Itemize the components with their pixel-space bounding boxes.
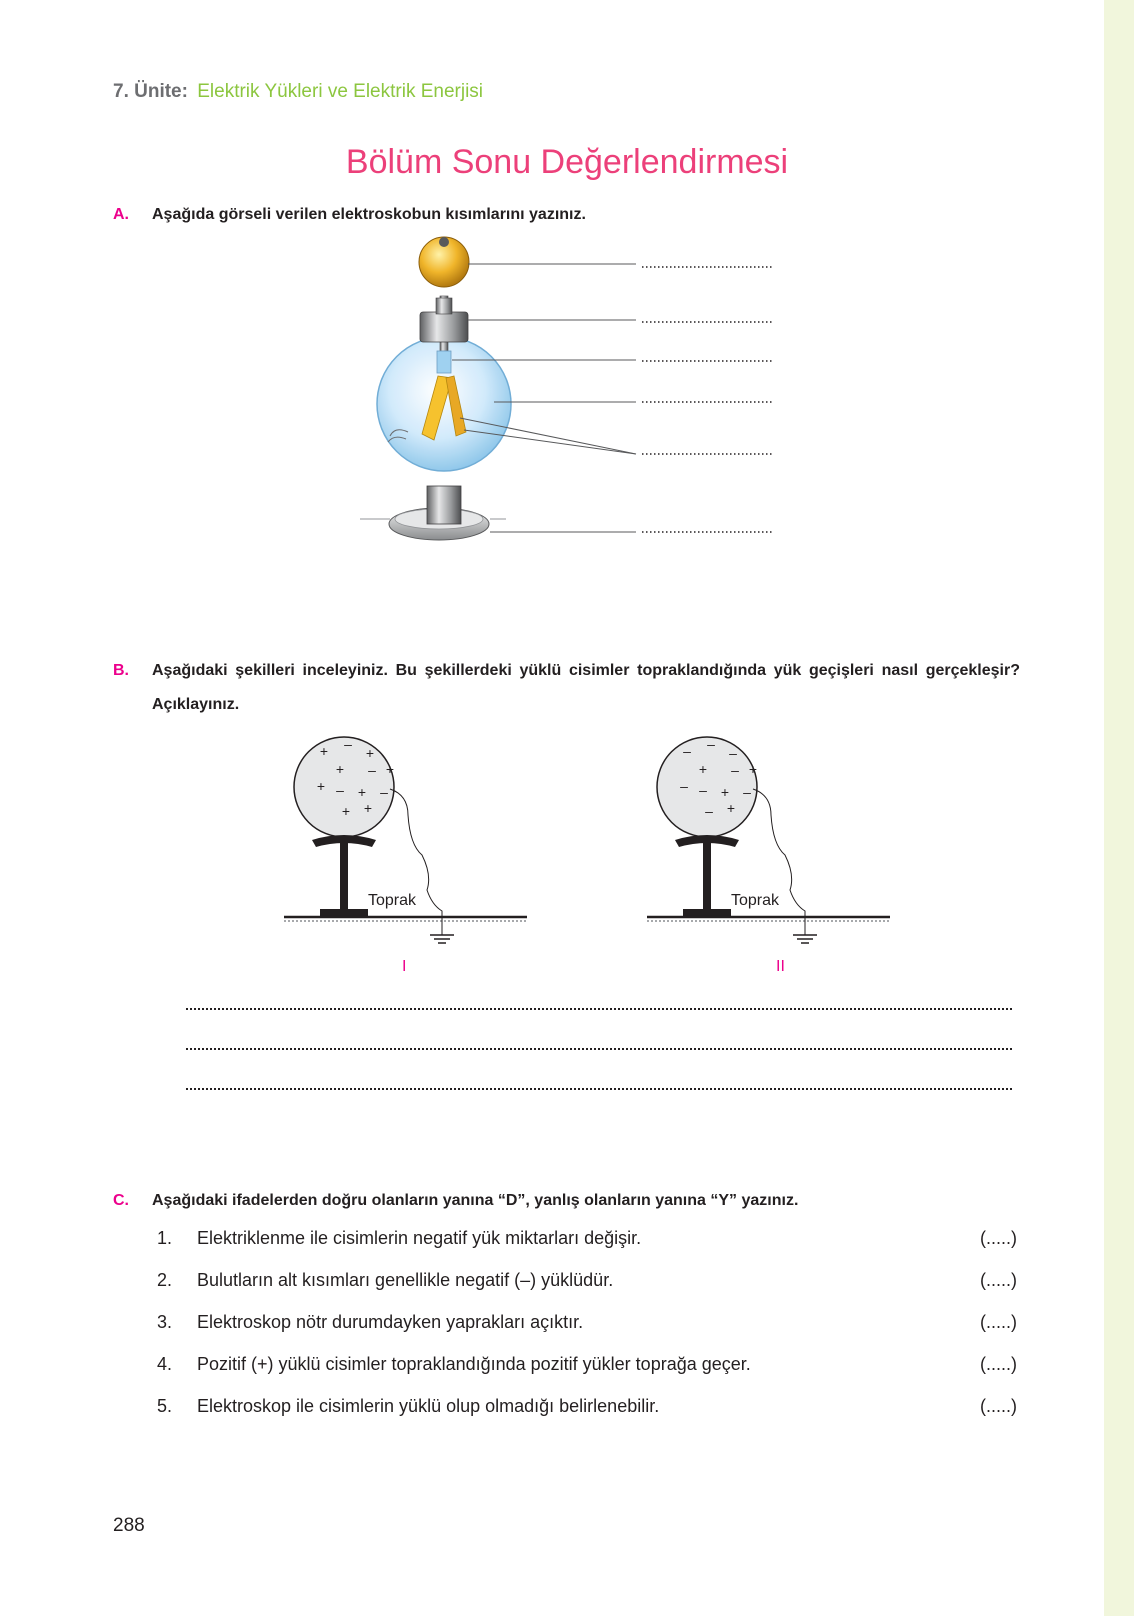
charged-sphere	[294, 737, 394, 837]
svg-text:+: +	[748, 761, 758, 777]
answer-line[interactable]	[186, 1088, 1012, 1090]
svg-text:+: +	[698, 761, 708, 777]
statement-row	[157, 1228, 1017, 1258]
unit-topic: Elektrik Yükleri ve Elektrik Enerjisi	[197, 81, 484, 102]
statement-number: 5.	[157, 1396, 173, 1416]
svg-text:–: –	[680, 778, 688, 794]
statement-text: Elektroskop ile cisimlerin yüklü olup olmadığı belirlenebilir.	[197, 1396, 660, 1416]
page-number: 288	[113, 1515, 145, 1536]
unit-header	[113, 81, 483, 103]
svg-text:–: –	[743, 784, 751, 800]
statement-row	[157, 1396, 1017, 1426]
svg-text:+: +	[720, 784, 730, 800]
statement-number: 2.	[157, 1270, 173, 1290]
svg-text:–: –	[731, 762, 739, 778]
statement-number: 3.	[157, 1312, 173, 1332]
svg-text:–: –	[368, 762, 376, 778]
svg-text:–: –	[380, 784, 388, 800]
grounded-sphere-figure-1	[282, 735, 532, 945]
answer-blank[interactable]: (.....)	[980, 1270, 1017, 1290]
statement-text: Elektriklenme ile cisimlerin negatif yük miktarları değişir.	[197, 1228, 642, 1248]
section-b-question: Aşağıdaki şekilleri inceleyiniz. Bu şekillerdeki yüklü cisimler topraklandığında yük geçişleri nasıl gerçekleşir? Açıklayınız.	[152, 662, 1020, 713]
unit-label: 7. Ünite:	[113, 81, 188, 102]
statement-number: 4.	[157, 1354, 173, 1374]
svg-text:–: –	[336, 782, 344, 798]
section-a-letter: A.	[113, 206, 129, 223]
answer-line[interactable]	[186, 1048, 1012, 1050]
statement-text: Bulutların alt kısımları genellikle negatif (–) yüklüdür.	[197, 1270, 614, 1290]
charged-sphere	[657, 737, 757, 837]
statement-text: Pozitif (+) yüklü cisimler topraklandığında pozitif yükler toprağa geçer.	[197, 1354, 751, 1374]
svg-text:–: –	[705, 803, 713, 819]
grounded-sphere-figure-2	[645, 735, 895, 945]
statement-text: Elektroskop nötr durumdayken yaprakları açıktır.	[197, 1312, 584, 1332]
electroscope-figure	[360, 236, 810, 566]
answer-blank[interactable]: (.....)	[980, 1228, 1017, 1248]
section-a-question: Aşağıda görseli verilen elektroskobun kısımlarını yazınız.	[152, 206, 586, 223]
ground-label: Toprak	[368, 892, 417, 909]
section-c-letter: C.	[113, 1192, 129, 1209]
svg-text:–: –	[683, 743, 691, 759]
svg-text:+: +	[335, 761, 345, 777]
section-b-letter: B.	[113, 662, 129, 679]
svg-text:+: +	[365, 745, 375, 761]
answer-blank[interactable]: (.....)	[980, 1396, 1017, 1416]
answer-blank[interactable]: (.....)	[980, 1354, 1017, 1374]
statement-row	[157, 1354, 1017, 1384]
page-title: Bölüm Sonu Değerlendirmesi	[345, 143, 789, 181]
page-edge-bar	[1104, 0, 1134, 1616]
section-c-question: Aşağıdaki ifadelerden doğru olanların yanına “D”, yanlış olanların yanına “Y” yazınız.	[152, 1192, 799, 1209]
svg-text:–: –	[707, 736, 715, 752]
statement-number: 1.	[157, 1228, 173, 1248]
svg-text:+: +	[319, 743, 329, 759]
statement-row	[157, 1270, 1017, 1300]
svg-text:+: +	[726, 800, 736, 816]
figure-2-label: II	[776, 958, 785, 975]
svg-text:+: +	[363, 800, 373, 816]
answer-line[interactable]	[186, 1008, 1012, 1010]
svg-text:–: –	[699, 782, 707, 798]
answer-blank[interactable]: (.....)	[980, 1312, 1017, 1332]
ground-label: Toprak	[731, 892, 780, 909]
svg-text:–: –	[729, 745, 737, 761]
svg-text:–: –	[344, 736, 352, 752]
svg-text:+: +	[385, 761, 395, 777]
svg-text:+: +	[316, 778, 326, 794]
statement-row	[157, 1312, 1017, 1342]
figure-1-label: I	[402, 958, 407, 975]
svg-text:+: +	[357, 784, 367, 800]
svg-text:+: +	[341, 803, 351, 819]
